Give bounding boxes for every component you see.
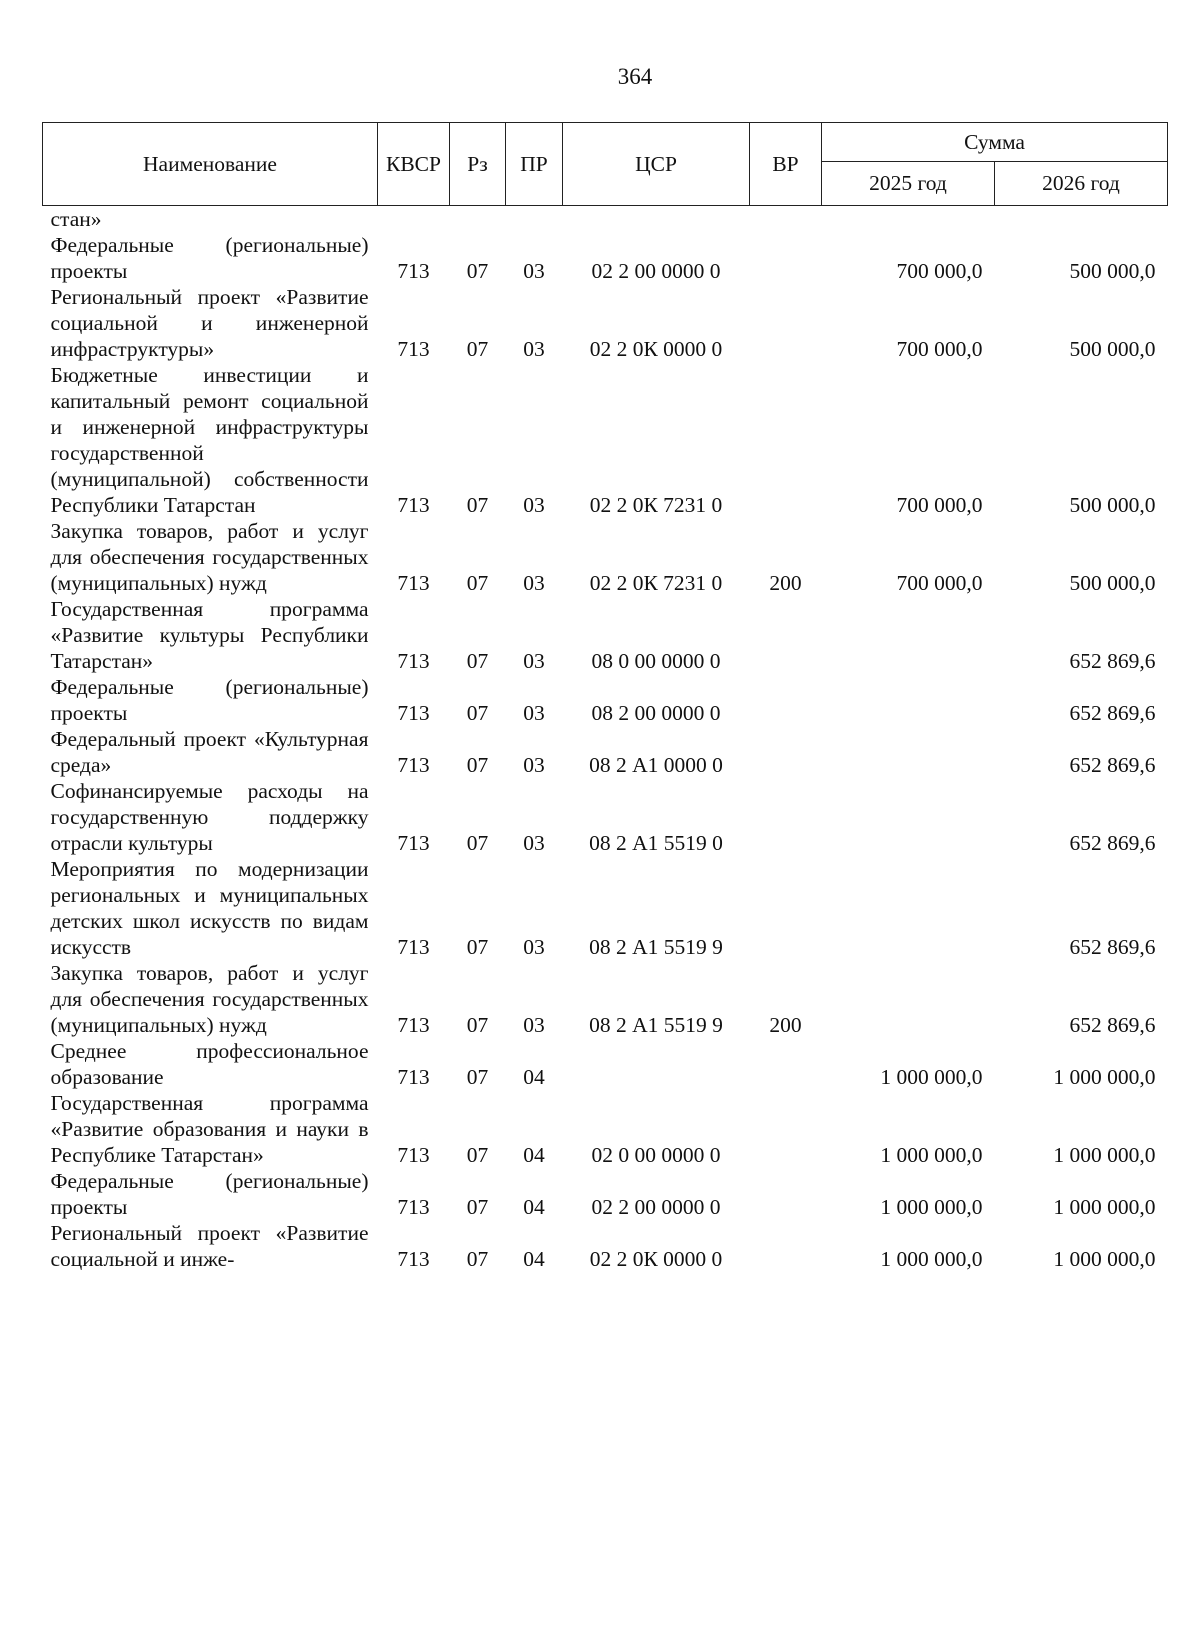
cell-rz: 07 [466,753,489,777]
cell-csr [563,206,750,233]
header-year-2026: 2026 год [995,162,1168,206]
header-sum: Сумма [822,123,1168,162]
cell-kvsr: 713 [397,1195,430,1219]
cell-pr: 03 [523,337,545,361]
cell-name: Региональный проект «Развитие социальной и инженерной инфраструктуры» [50,285,369,361]
table-header [43,123,1168,206]
budget-table [42,122,1168,1272]
cell-vr [750,232,822,284]
cell-name: Закупка товаров, работ и услуг для обеспечения государственных (муниципальных) нужд [50,961,369,1037]
cell-kvsr: 713 [397,831,430,855]
cell-csr: 08 2 00 0000 0 [591,701,721,725]
cell-pr [506,206,563,233]
cell-amount-2025 [822,856,995,960]
cell-name: стан» [50,207,102,231]
cell-pr: 03 [523,753,545,777]
cell-csr: 02 0 00 0000 0 [591,1143,721,1167]
cell-csr: 08 2 А1 0000 0 [589,753,723,777]
table-row [43,206,1168,233]
cell-kvsr: 713 [397,935,430,959]
cell-rz: 07 [466,1247,489,1271]
cell-amount-2026: 652 869,6 [1069,831,1156,855]
cell-pr: 04 [523,1247,545,1271]
cell-vr [750,1038,822,1090]
cell-amount-2025: 1 000 000,0 [880,1143,983,1167]
cell-rz: 07 [466,571,489,595]
table-row [43,596,1168,674]
page-number: 364 [617,64,653,89]
cell-pr: 03 [523,493,545,517]
cell-name: Закупка товаров, работ и услуг для обеспечения государственных (муниципальных) нужд [50,519,369,595]
cell-name: Региональный проект «Развитие социальной и инже- [50,1221,369,1271]
table-row [43,518,1168,596]
cell-rz: 07 [466,935,489,959]
cell-name: Федеральные (региональные) проекты [50,1169,369,1219]
cell-rz: 07 [466,1013,489,1037]
cell-csr: 08 0 00 0000 0 [591,649,721,673]
cell-amount-2026: 652 869,6 [1069,935,1156,959]
cell-name: Мероприятия по модернизации региональных и муниципальных детских школ искусств по видам искусств [50,857,369,959]
cell-kvsr: 713 [397,1013,430,1037]
table-row [43,856,1168,960]
cell-amount-2025 [822,960,995,1038]
table-row [43,1220,1168,1272]
cell-rz: 07 [466,1143,489,1167]
cell-csr: 02 2 0К 7231 0 [589,571,723,595]
table-row [43,1168,1168,1220]
table-row [43,960,1168,1038]
cell-pr: 03 [523,1013,545,1037]
header-rz: Рз [450,123,506,206]
cell-kvsr: 713 [397,649,430,673]
cell-amount-2025: 700 000,0 [896,337,983,361]
cell-kvsr: 713 [397,1065,430,1089]
cell-vr [750,206,822,233]
table-row [43,726,1168,778]
header-year-2025: 2025 год [822,162,995,206]
cell-name: Софинансируемые расходы на государственную поддержку отрасли культуры [50,779,369,855]
cell-name: Среднее профессиональное образование [50,1039,369,1089]
cell-amount-2026: 1 000 000,0 [1053,1065,1156,1089]
cell-rz: 07 [466,649,489,673]
cell-amount-2025: 700 000,0 [896,571,983,595]
cell-pr: 03 [523,649,545,673]
header-csr: ЦСР [563,123,750,206]
cell-amount-2026: 652 869,6 [1069,649,1156,673]
header-pr: ПР [506,123,563,206]
cell-amount-2026: 500 000,0 [1069,337,1156,361]
cell-kvsr: 713 [397,753,430,777]
cell-kvsr: 713 [397,493,430,517]
cell-amount-2026: 652 869,6 [1069,1013,1156,1037]
cell-csr: 02 2 00 0000 0 [591,1195,721,1219]
cell-amount-2025 [822,778,995,856]
header-kvsr: КВСР [378,123,450,206]
cell-amount-2026: 500 000,0 [1069,493,1156,517]
cell-amount-2026: 500 000,0 [1069,571,1156,595]
cell-vr: 200 [769,571,802,595]
header-vr: ВР [750,123,822,206]
cell-kvsr: 713 [397,1143,430,1167]
cell-rz: 07 [466,493,489,517]
cell-csr: 02 2 0К 7231 0 [589,493,723,517]
cell-amount-2025: 1 000 000,0 [880,1247,983,1271]
cell-amount-2025 [822,206,995,233]
cell-amount-2025: 1 000 000,0 [880,1065,983,1089]
cell-csr: 08 2 А1 5519 9 [589,1013,723,1037]
cell-pr: 03 [523,571,545,595]
cell-kvsr: 713 [397,259,430,283]
table-row [43,778,1168,856]
cell-amount-2025: 700 000,0 [896,493,983,517]
cell-amount-2026: 500 000,0 [1069,259,1156,283]
cell-rz: 07 [466,337,489,361]
cell-name: Федеральные (региональные) проекты [50,233,369,283]
table-row [43,284,1168,362]
cell-csr: 08 2 А1 5519 9 [589,935,723,959]
cell-amount-2026: 652 869,6 [1069,753,1156,777]
cell-vr [750,674,822,726]
cell-vr [750,1090,822,1168]
cell-amount-2026: 1 000 000,0 [1053,1143,1156,1167]
cell-name: Федеральные (региональные) проекты [50,675,369,725]
table-body [43,206,1168,1273]
cell-vr [750,1220,822,1272]
cell-name: Бюджетные инвестиции и капитальный ремонт социальной и инженерной инфраструктуры государственной (муниципальной) собственности Республики Татарстан [50,363,369,517]
cell-pr: 03 [523,831,545,855]
cell-amount-2025 [822,596,995,674]
cell-amount-2025: 700 000,0 [896,259,983,283]
cell-rz: 07 [466,1065,489,1089]
cell-amount-2025 [822,726,995,778]
cell-kvsr: 713 [397,701,430,725]
cell-vr [750,778,822,856]
cell-rz: 07 [466,831,489,855]
table-row [43,1038,1168,1090]
cell-vr [750,284,822,362]
cell-amount-2026: 652 869,6 [1069,701,1156,725]
cell-csr [563,1038,750,1090]
cell-pr: 03 [523,259,545,283]
table-row [43,232,1168,284]
cell-pr: 04 [523,1195,545,1219]
table-row [43,1090,1168,1168]
cell-kvsr: 713 [397,571,430,595]
cell-name: Государственная программа «Развитие культуры Республики Татарстан» [50,597,369,673]
header-name: Наименование [43,123,378,206]
cell-amount-2026 [995,206,1168,233]
cell-pr: 03 [523,701,545,725]
cell-kvsr [378,206,450,233]
cell-kvsr: 713 [397,337,430,361]
cell-vr [750,362,822,518]
cell-amount-2026: 1 000 000,0 [1053,1247,1156,1271]
cell-csr: 02 2 0К 0000 0 [589,1247,723,1271]
cell-rz [450,206,506,233]
cell-csr: 02 2 00 0000 0 [591,259,721,283]
cell-amount-2026: 1 000 000,0 [1053,1195,1156,1219]
cell-kvsr: 713 [397,1247,430,1271]
cell-rz: 07 [466,1195,489,1219]
cell-rz: 07 [466,259,489,283]
cell-csr: 08 2 А1 5519 0 [589,831,723,855]
cell-pr: 04 [523,1143,545,1167]
cell-amount-2025 [822,674,995,726]
cell-vr [750,1168,822,1220]
cell-rz: 07 [466,701,489,725]
cell-vr [750,726,822,778]
cell-pr: 03 [523,935,545,959]
cell-vr: 200 [769,1013,802,1037]
cell-csr: 02 2 0К 0000 0 [589,337,723,361]
cell-amount-2025: 1 000 000,0 [880,1195,983,1219]
cell-pr: 04 [523,1065,545,1089]
cell-name: Федеральный проект «Культурная среда» [50,727,369,777]
cell-vr [750,856,822,960]
cell-name: Государственная программа «Развитие образования и науки в Республике Татарстан» [50,1091,369,1167]
table-row [43,674,1168,726]
cell-vr [750,596,822,674]
table-row [43,362,1168,518]
